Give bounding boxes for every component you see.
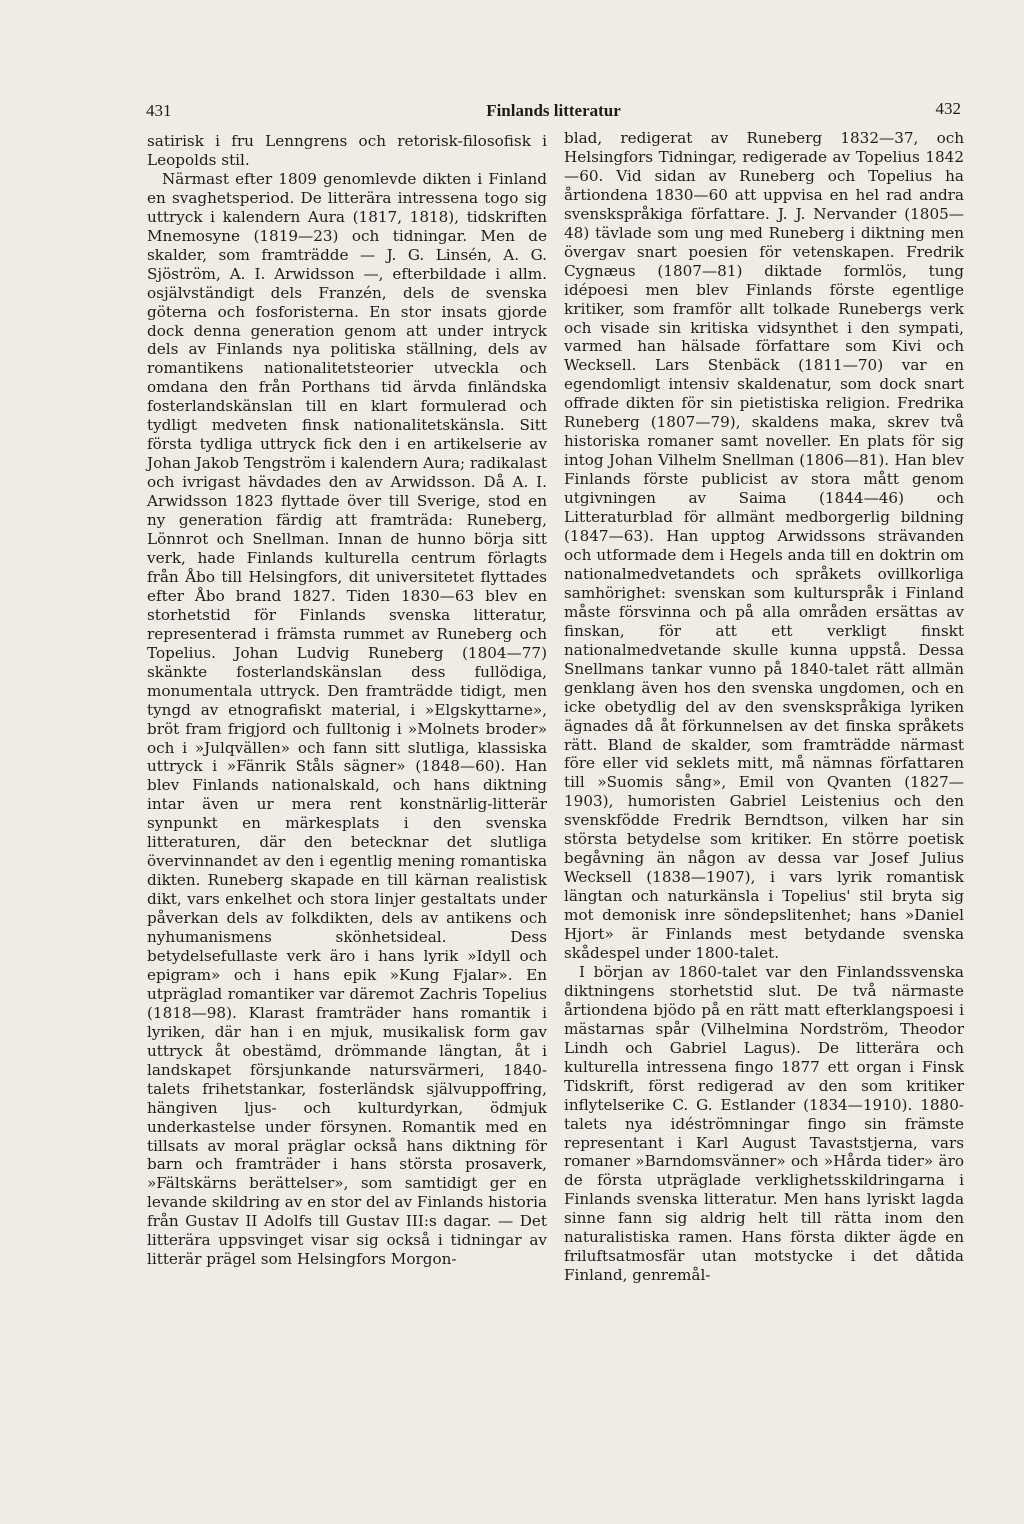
left-column (147, 132, 547, 1269)
page-number-left: 431 (146, 101, 172, 120)
running-title: Finlands litteratur (486, 101, 621, 120)
right-column (564, 129, 964, 1285)
paragraph: I början av 1860-talet var den Finlandssvenska diktningens storhetstid slut. De två närmaste årtiondena bjödo på en rätt matt efterklangspoesi i mästarnas spår (Vilhelmina Nordström, Theodor Lindh och Gabriel Lagus). De litterära och kulturella intressena fingo 1877 ett organ i Finsk Tidskrift, först redigerad av den som kritiker inflytelserike C. G. Estlander (1834—1910). 1880-talets nya idéströmningar fingo sin främste representant i Karl August Tavaststjerna, vars romaner »Barndomsvänner» och »Hårda tider» äro de första utpräglade verklighetsskildringarna i Finlands svenska litteratur. Men hans lyriskt lagda sinne fann sig aldrig helt till rätta inom den naturalistiska ramen. Hans första dikter ägde en friluftsatmosfär utan motstycke i det dåtida Finland, genremål- (564, 962, 964, 1285)
page-number-right: 432 (935, 99, 961, 118)
page-header (146, 101, 961, 123)
paragraph: Närmast efter 1809 genomlevde dikten i Finland en svaghetsperiod. De litterära intressena togo sig uttryck i kalendern Aura (1817, 1818), tidskriften Mnemosyne (1819—23) och tidningar. Men de skalder, som framträdde — J. G. Linsén, A. G. Sjöström, A. I. Arwidsson —, efterbildade i allm. osjälvständigt dels Franzén, dels de svenska göterna och fosforisterna. En stor insats gjorde dock denna generation genom att under intryck dels av Finlands nya politiska ställning, dels av romantikens nationalitetsteorier utveckla och omdana den från Porthans tid ärvda finländska fosterlandskänslan till en klart formulerad och tydligt medveten finsk nationalitetskänsla. Sitt första tydliga uttryck fick den i en artikelserie av Johan Jakob Tengström i kalendern Aura; radikalast och ivrigast hävdades den av Arwidsson. Då A. I. Arwidsson 1823 flyttade över till Sverige, stod en ny generation färdig att framträda: Runeberg, Lönnrot och Snellman. Innan de hunno börja sitt verk, hade Finlands kulturella centrum förlagts från Åbo till Helsingfors, dit universitetet flyttades efter Åbo brand 1827. Tiden 1830—63 blev en storhetstid för Finlands svenska litteratur, representerad i främsta rummet av Runeberg och Topelius. Johan Ludvig Runeberg (1804—77) skänkte fosterlandskänslan dess fullödiga, monumentala uttryck. Den framträdde tidigt, men tyngd av etnografiskt material, i »Elgskyttarne», bröt fram frigjord och fulltonig i »Molnets broder» och i »Julqvällen» och fann sitt slutliga, klassiska uttryck i »Fänrik Ståls sägner» (1848—60). Han blev Finlands nationalskald, och hans diktning intar även ur mera rent konstnärlig-litterär synpunkt en märkesplats i den svenska litteraturen, där den betecknar det slutliga övervinnandet av den i egentlig mening romantiska dikten. Runeberg skapade en till kärnan realistisk dikt, vars enkelhet och stora linjer gestaltats under påverkan dels av folkdikten, dels av antikens och nyhumanismens skönhetsideal. Dess betydelsefullaste verk äro i hans lyrik »Idyll och epigram» och i hans epik »Kung Fjalar». En utpräglad romantiker var däremot Zachris Topelius (1818—98). Klarast framträder hans romantik i lyriken, där han i en mjuk, musikalisk form gav uttryck åt obestämd, drömmande längtan, åt i landskapet försjunkande natursvärmeri, 1840-talets frihetstankar, fosterländsk självuppoffring, hängiven ljus- och kulturdyrkan, ödmjuk underkastelse under försynen. Romantik med en tillsats av moral präglar också hans diktning för barn och framträder i hans största prosaverk, »Fältskärns berättelser», som samtidigt ger en levande skildring av en stor del av Finlands historia från Gustav II Adolfs till Gustav III:s dagar. — Det litterära uppsvinget visar sig också i tidningar av litterär prägel som Helsingfors Morgon- (147, 169, 547, 1269)
paragraph: satirisk i fru Lenngrens och retorisk-filosofisk i Leopolds stil. (147, 132, 547, 169)
paragraph: blad, redigerat av Runeberg 1832—37, och Helsingfors Tidningar, redigerade av Topelius 1842—60. Vid sidan av Runeberg och Topelius ha årtiondena 1830—60 att uppvisa en hel rad andra svenskspråkiga författare. J. J. Nervander (1805—48) tävlade som ung med Runeberg i diktning men övergav snart poesien för vetenskapen. Fredrik Cygnæus (1807—81) diktade formlös, tung idépoesi men blev Finlands förste egentlige kritiker, som framför allt tolkade Runebergs verk och visade sin kritiska vidsynthet i den sympati, varmed han hälsade författare som Kivi och Wecksell. Lars Stenbäck (1811—70) var en egendomligt intensiv skaldenatur, som dock snart offrade dikten för sin pietistiska religion. Fredrika Runeberg (1807—79), skaldens maka, skrev två historiska romaner samt noveller. En plats för sig intog Johan Vilhelm Snellman (1806—81). Han blev Finlands förste publicist av stora mått genom utgivningen av Saima (1844—46) och Litteraturblad för allmänt medborgerlig bildning (1847—63). Han upptog Arwidssons strävanden och utformade dem i Hegels anda till en doktrin om nationalmedvetandets och språkets ovillkorliga samhörighet: svenskan som kulturspråk i Finland måste försvinna och på alla områden ersättas av finskan, för att ett verkligt finskt nationalmedvetande skulle kunna uppstå. Dessa Snellmans tankar vunno på 1840-talet rätt allmän genklang även hos den svenska ungdomen, och en icke obetydlig del av den svenskspråkiga lyriken ägnades då åt förkunnelsen av det finska språkets rätt. Bland de skalder, som framträdde närmast före eller vid seklets mitt, må nämnas författaren till »Suomis sång», Emil von Qvanten (1827—1903), humoristen Gabriel Leistenius och den svenskfödde Fredrik Berndtson, vilken har sin största betydelse som kritiker. En större poetisk begåvning än någon av dessa var Josef Julius Wecksell (1838—1907), i vars lyrik romantisk längtan och naturkänsla i Topelius' stil bryta sig mot demonisk inre söndерslitenhet; hans »Daniel Hjort» är Finlands mest betydande svenska skådespel under 1800-talet. (564, 129, 964, 962)
